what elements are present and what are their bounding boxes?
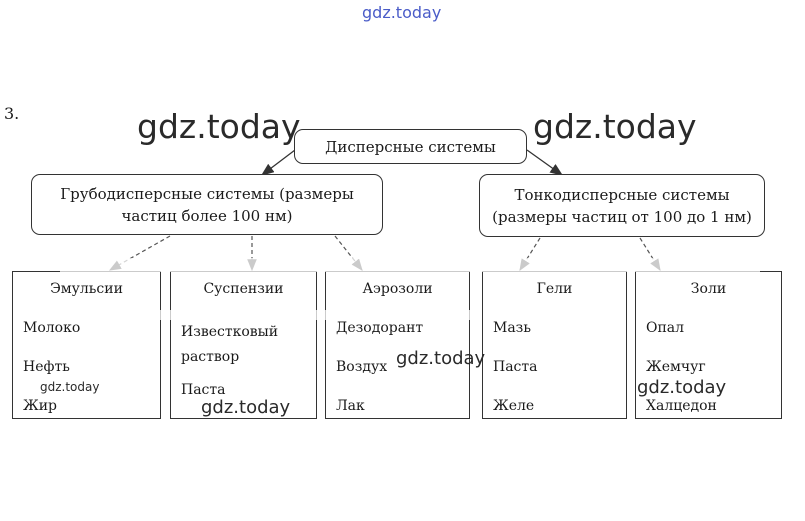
watermark-tiny: gdz.today	[40, 380, 100, 394]
list-item: Жемчуг	[646, 359, 706, 375]
list-item: Известковый раствор	[181, 324, 279, 365]
category-aerosols	[325, 271, 470, 419]
watermark-top: gdz.today	[362, 3, 442, 22]
list-item: Паста	[493, 359, 538, 375]
category-title: Суспензии	[203, 281, 284, 297]
category-gels	[482, 271, 627, 419]
root-node	[294, 129, 527, 164]
list-item: Паста	[181, 382, 226, 398]
list-item: Воздух	[336, 359, 388, 375]
list-item: Дезодорант	[336, 320, 424, 336]
category-title: Гели	[536, 281, 573, 297]
root-label: Дисперсные системы	[325, 137, 496, 156]
list-item: Нефть	[23, 359, 70, 375]
list-item: Лак	[336, 398, 365, 414]
list-item: Желе	[493, 398, 535, 414]
list-item: Халцедон	[646, 398, 717, 414]
task-number: 3.	[4, 104, 20, 123]
arrow-root-left	[262, 150, 295, 175]
branch-fine	[479, 174, 765, 237]
category-title: Аэрозоли	[362, 281, 433, 297]
category-title: Эмульсии	[50, 281, 123, 297]
branch-coarse-label: Грубодисперсные системы (размеры частиц более 100 нм)	[60, 184, 354, 225]
watermark-mid: gdz.today	[396, 348, 486, 369]
watermark-right: gdz.today	[533, 107, 697, 146]
scan-smudge	[120, 310, 480, 320]
arrow-root-right	[527, 150, 562, 175]
list-item: Опал	[646, 320, 685, 336]
branch-fine-label: Тонкодисперсные системы (размеры частиц от 100 до 1 нм)	[492, 185, 752, 226]
watermark-right-small: gdz.today	[637, 377, 727, 398]
watermark-bottom: gdz.today	[201, 397, 291, 418]
category-emulsions	[12, 271, 161, 419]
category-title: Золи	[690, 281, 727, 297]
watermark-left: gdz.today	[137, 107, 301, 146]
list-item: Молоко	[23, 320, 81, 336]
scan-smudge	[60, 258, 760, 272]
list-item: Жир	[23, 398, 58, 414]
list-item: Мазь	[493, 320, 531, 336]
branch-coarse	[31, 174, 383, 235]
